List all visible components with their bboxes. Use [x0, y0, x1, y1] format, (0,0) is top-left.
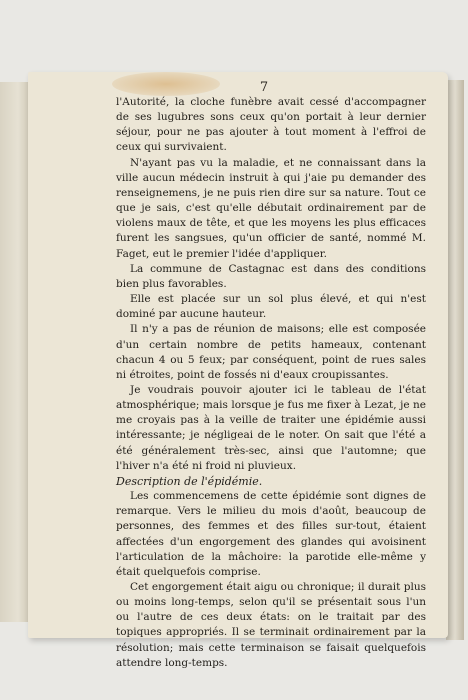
- paragraph: La commune de Castagnac est dans des conditions bien plus favorables.: [116, 262, 426, 290]
- page-number: 7: [259, 80, 269, 95]
- paragraph: Cet engorgement était aigu ou chronique; il durait plus ou moins long-temps, selon qu'il se présentait sous l'un ou l'autre de ces deux états: on le traitait par des topiques appropriés. Il se terminait ordinairement par la résolution; mais cette terminaison se faisait quelquefois attendre long-temps.: [116, 581, 426, 669]
- paragraph: Les commencemens de cette épidémie sont dignes de remarque. Vers le milieu du mois d'août, beaucoup de personnes, des femmes et des filles sur-tout, étaient affectées d'un engorgement des glandes qui avoisinent l'articulation de la mâchoire: la parotide elle-même y était quelquefois comprise.: [116, 490, 426, 578]
- right-page-edges: [446, 80, 464, 640]
- left-page-edge: [0, 82, 31, 622]
- paragraph: l'Autorité, la cloche funèbre avait cessé d'accompagner de ses lugubres sons ceux qu'on portait à leur dernier séjour, pour ne pas ajouter à tout moment à l'effroi de ceux qui survivaient.: [116, 96, 426, 154]
- page-body: [116, 95, 426, 671]
- paragraph: Il n'y a pas de réunion de maisons; elle est composée d'un certain nombre de petits hameaux, contenant chacun 4 ou 5 feux; par conséquent, point de rues sales ni étroites, point de fossés ni d'eaux croupissantes.: [116, 323, 426, 381]
- paragraph: Elle est placée sur un sol plus élevé, et qui n'est dominé par aucune hauteur.: [116, 293, 426, 321]
- paper-stain: [112, 72, 220, 96]
- paragraph: Je voudrais pouvoir ajouter ici le tableau de l'état atmosphérique; mais lorsque je fus me fixer à Lezat, je ne me croyais pas à la veille de traiter une épidémie aussi intéressante; je négligeai de le noter. On sait que l'été a été généralement très-sec, ainsi que l'automne; que l'hiver n'a été ni froid ni pluvieux.: [116, 383, 426, 472]
- section-heading: Description de l'épidémie.: [116, 474, 263, 488]
- paragraph: N'ayant pas vu la maladie, et ne connaissant dans la ville aucun médecin instruit à qui j'aie pu demander des renseignemens, je ne puis rien dire sur sa nature. Tout ce que je sais, c'est qu'elle débutait ordinairement par de violens maux de tête, et que les moyens les plus efficaces furent les sangsues, qu'un officier de santé, nommé M. Faget, eut le premier l'idée d'appliquer.: [116, 156, 426, 260]
